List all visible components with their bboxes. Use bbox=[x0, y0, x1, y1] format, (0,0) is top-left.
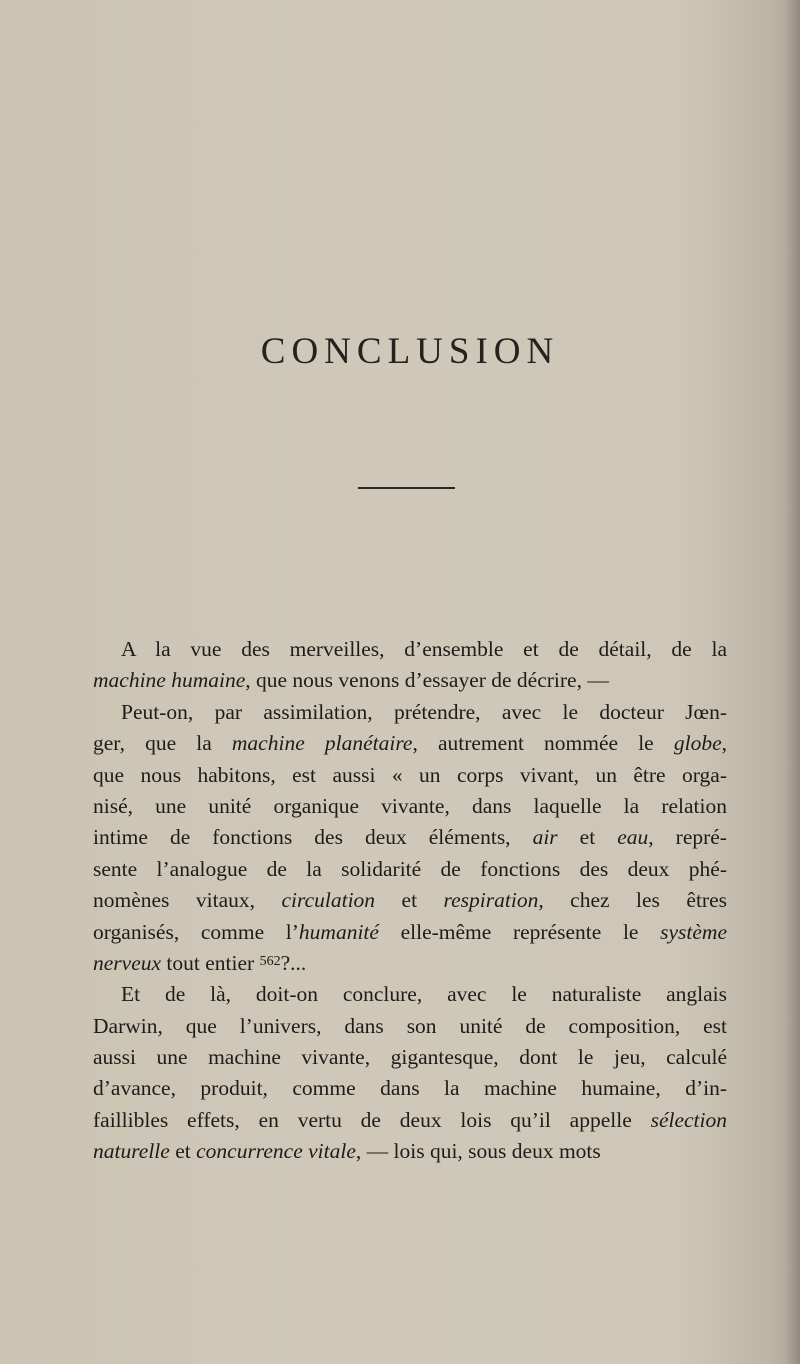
italic-term: air bbox=[532, 825, 558, 850]
italic-term: concurrence vitale bbox=[196, 1139, 356, 1164]
text-line bbox=[93, 1105, 727, 1136]
body-text bbox=[93, 634, 727, 1168]
text-segment: , que nous venons d’essayer de décrire, — bbox=[245, 668, 609, 693]
italic-term: machine planétaire bbox=[231, 731, 413, 756]
text-line bbox=[93, 885, 727, 916]
text-segment: , repré- bbox=[648, 825, 727, 850]
text-line bbox=[93, 665, 727, 696]
text-line bbox=[93, 822, 727, 853]
text-segment: et bbox=[169, 1139, 197, 1164]
italic-term: circulation bbox=[281, 888, 376, 913]
text-line bbox=[93, 760, 727, 791]
text-segment: Et de là, doit-on conclure, avec le naturaliste anglais bbox=[121, 982, 727, 1007]
chapter-title: CONCLUSION bbox=[260, 331, 560, 372]
text-segment: , — lois qui, sous deux mots bbox=[355, 1139, 601, 1164]
text-segment: A la vue des merveilles, d’ensemble et de détail, de la bbox=[121, 637, 727, 661]
text-line bbox=[93, 1073, 727, 1104]
text-line bbox=[93, 791, 727, 822]
text-segment: , autrement nommée le bbox=[412, 731, 674, 756]
text-segment: aussi une machine vivante, gigantesque, dont le jeu, calculé bbox=[93, 1045, 727, 1070]
title-divider bbox=[358, 487, 455, 489]
text-line bbox=[93, 1136, 727, 1167]
text-line bbox=[93, 948, 727, 979]
text-line bbox=[93, 917, 727, 948]
text-segment: nisé, une unité organique vivante, dans laquelle la relation bbox=[93, 793, 727, 818]
text-segment: organisés, comme l’ bbox=[93, 919, 299, 944]
text-segment: et bbox=[375, 888, 444, 913]
italic-term: eau bbox=[617, 825, 649, 850]
text-segment: sente l’analogue de la solidarité de fonctions des deux phé- bbox=[93, 856, 727, 881]
page-spine-shadow bbox=[786, 0, 800, 1364]
text-segment: , chez les êtres bbox=[538, 888, 727, 913]
text-segment: nomènes vitaux, bbox=[93, 888, 282, 913]
italic-term: système bbox=[660, 919, 728, 944]
text-line bbox=[93, 979, 727, 1010]
text-line bbox=[93, 697, 727, 728]
text-line bbox=[93, 1011, 727, 1042]
italic-term: globe bbox=[673, 731, 722, 756]
italic-term: respiration bbox=[443, 888, 539, 913]
text-segment: Darwin, que l’univers, dans son unité de composition, est bbox=[93, 1013, 727, 1038]
text-segment: que nous habitons, est aussi « un corps vivant, un être orga- bbox=[93, 762, 727, 787]
note-reference: 562 bbox=[259, 953, 281, 969]
text-line bbox=[93, 728, 727, 759]
text-line bbox=[93, 854, 727, 885]
text-segment: et bbox=[557, 825, 618, 850]
text-segment: ?... bbox=[280, 950, 307, 975]
text-segment: intime de fonctions des deux éléments, bbox=[93, 825, 533, 850]
text-segment: , bbox=[721, 731, 727, 756]
italic-term: naturelle bbox=[93, 1139, 170, 1164]
italic-term: nerveux bbox=[93, 950, 162, 975]
italic-term: sélection bbox=[650, 1107, 727, 1132]
text-line bbox=[93, 1042, 727, 1073]
text-segment: faillibles effets, en vertu de deux lois qu’il appelle bbox=[93, 1107, 651, 1132]
text-segment: elle-même représente le bbox=[378, 919, 661, 944]
text-segment: ger, que la bbox=[93, 731, 232, 756]
italic-term: humanité bbox=[298, 919, 379, 944]
italic-term: machine humaine bbox=[93, 668, 246, 693]
text-segment: d’avance, produit, comme dans la machine humaine, d’in- bbox=[93, 1076, 727, 1101]
text-segment: tout entier bbox=[161, 950, 260, 975]
text-segment: Peut-on, par assimilation, prétendre, avec le docteur Jœn- bbox=[121, 699, 727, 724]
text-line bbox=[93, 634, 727, 665]
